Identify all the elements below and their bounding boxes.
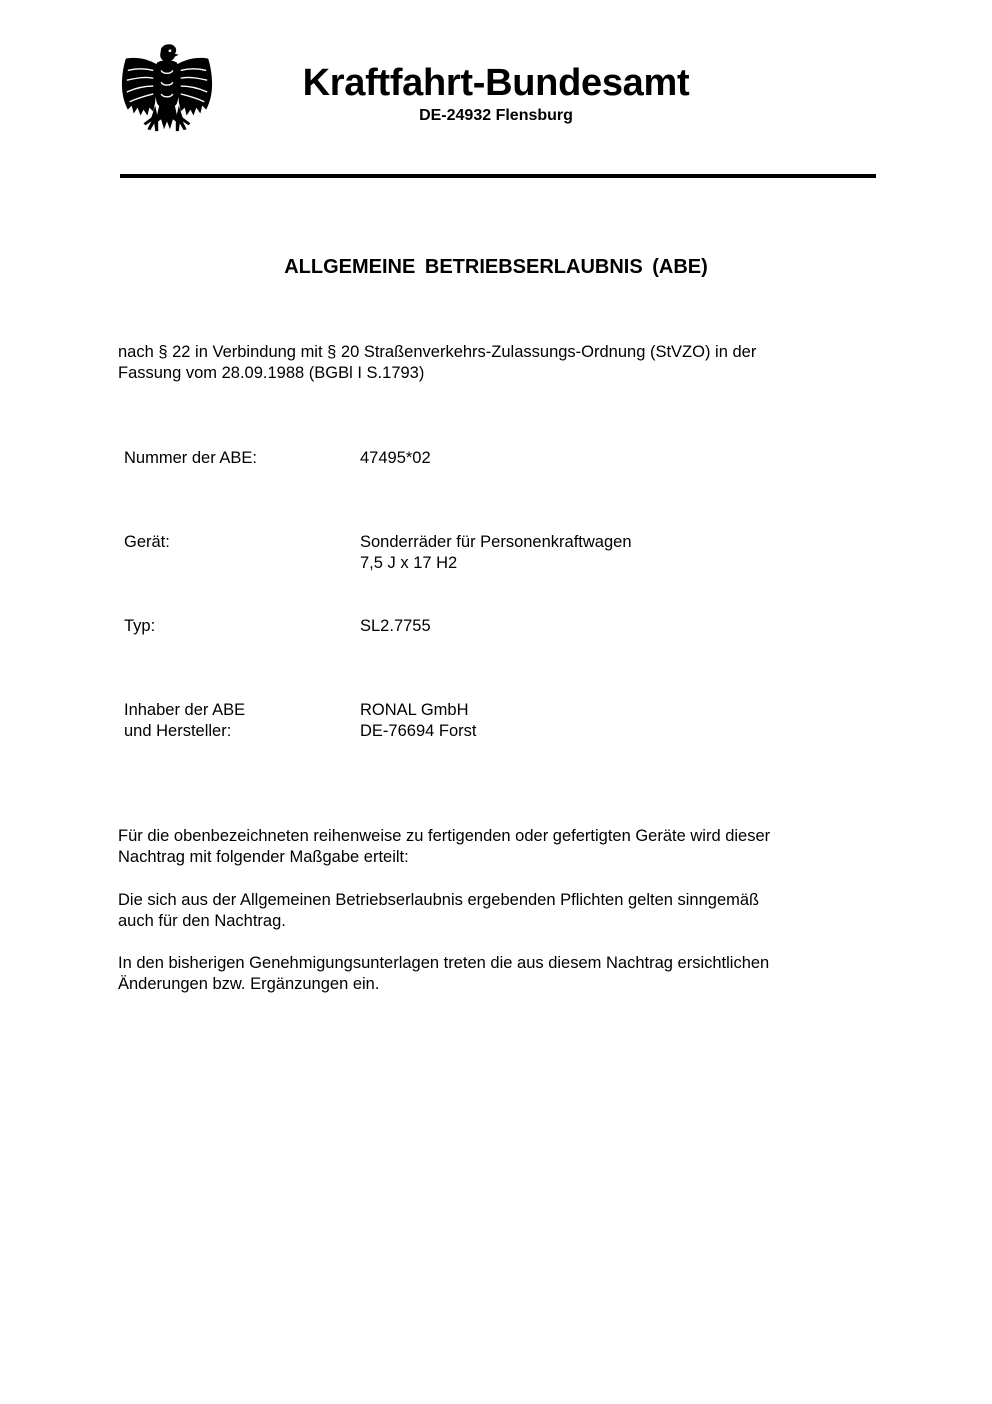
- body-line: Die sich aus der Allgemeinen Betriebserlaubnis ergebenden Pflichten gelten sinngemäß: [118, 891, 760, 909]
- holder-label-line: und Hersteller:: [124, 722, 232, 740]
- holder-value-line: RONAL GmbH: [360, 701, 469, 719]
- device-value-line: 7,5 J x 17 H2: [360, 554, 458, 572]
- body-line: In den bisherigen Genehmigungsunterlagen treten die aus diesem Nachtrag ersichtlichen: [118, 954, 770, 972]
- type-value-text: SL2.7755: [360, 617, 431, 635]
- body-line: Änderungen bzw. Ergänzungen ein.: [118, 975, 380, 993]
- holder-label: [124, 700, 344, 742]
- device-label: [124, 532, 344, 553]
- holder-value-line: DE-76694 Forst: [360, 722, 477, 740]
- type-value: [360, 616, 860, 637]
- authority-name: Kraftfahrt-Bundesamt: [302, 62, 690, 104]
- holder-label-line: Inhaber der ABE: [124, 701, 246, 719]
- device-value: [360, 532, 860, 574]
- legal-basis-line: Fassung vom 28.09.1988 (BGBl I S.1793): [118, 364, 425, 382]
- holder-value: [360, 700, 860, 742]
- abe-number-value-text: 47495*02: [360, 449, 431, 467]
- device-value-line: Sonderräder für Personenkraftwagen: [360, 533, 632, 551]
- body-line: Nachtrag mit folgender Maßgabe erteilt:: [118, 848, 409, 866]
- body-line: Für die obenbezeichneten reihenweise zu fertigenden oder gefertigten Geräte wird dieser: [118, 827, 771, 845]
- body-line: auch für den Nachtrag.: [118, 912, 286, 930]
- abe-number-value: [360, 448, 860, 469]
- abe-number-label-text: Nummer der ABE:: [124, 449, 257, 467]
- legal-basis-line: nach § 22 in Verbindung mit § 20 Straßenverkehrs-Zulassungs-Ordnung (StVZO) in der: [118, 343, 757, 361]
- body-paragraph-1: [118, 826, 858, 868]
- document-title: ALLGEMEINE BETRIEBSERLAUBNIS (ABE): [284, 256, 708, 278]
- abe-number-label: [124, 448, 344, 469]
- type-label-text: Typ:: [124, 617, 156, 635]
- body-paragraph-3: [118, 953, 858, 995]
- body-paragraph-2: [118, 890, 858, 932]
- device-label-text: Gerät:: [124, 533, 170, 551]
- header-divider: [120, 174, 876, 178]
- authority-address: DE-24932 Flensburg: [419, 107, 573, 124]
- type-label: [124, 616, 344, 637]
- legal-basis-paragraph: [118, 342, 858, 384]
